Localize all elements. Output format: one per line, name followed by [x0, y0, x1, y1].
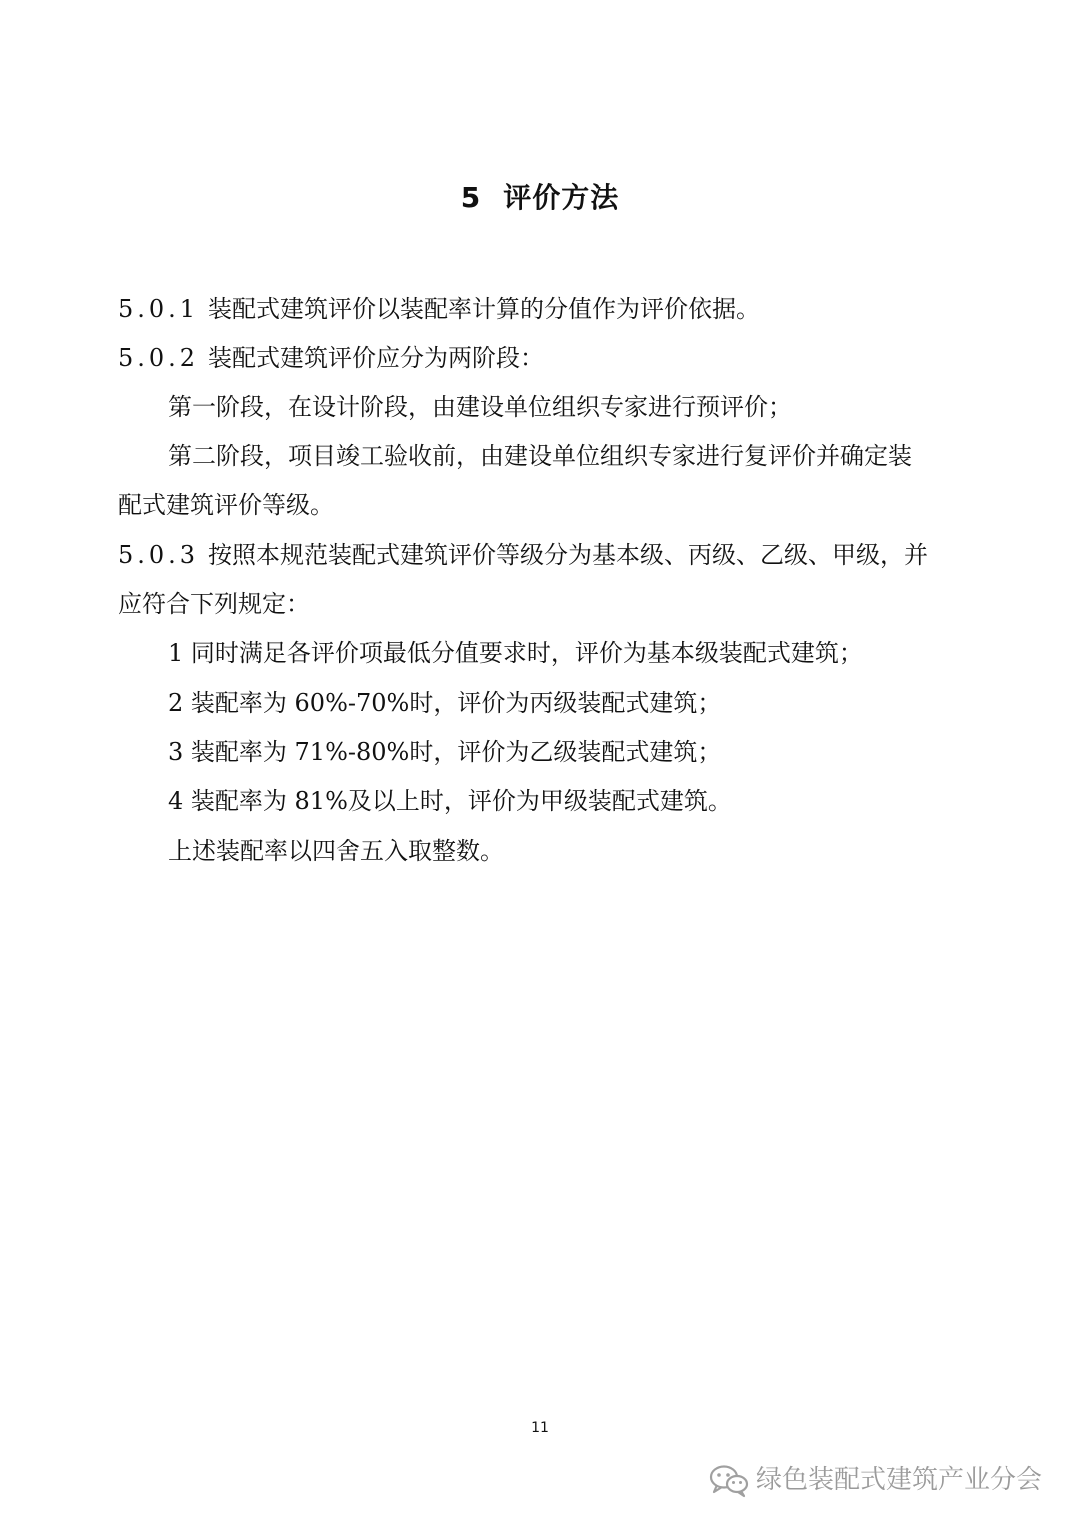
paragraph-line: 应符合下列规定： — [118, 590, 310, 618]
list-item: 2 装配率为 60%-70%时，评价为丙级装配式建筑； — [168, 689, 722, 717]
paragraph-line: 配式建筑评价等级。 — [118, 491, 334, 519]
clause-number: 5.0.3 — [118, 541, 200, 569]
list-item: 1 同时满足各评价项最低分值要求时，评价为基本级装配式建筑； — [168, 639, 863, 667]
section-number: 5 — [460, 181, 482, 214]
watermark — [708, 1462, 1042, 1498]
watermark-text: 绿色装配式建筑产业分会 — [755, 1465, 1042, 1495]
paragraph-line: 第二阶段，项目竣工验收前，由建设单位组织专家进行复评价并确定装 — [168, 442, 912, 470]
page-number: 11 — [531, 1420, 549, 1436]
list-item: 3 装配率为 71%-80%时，评价为乙级装配式建筑； — [168, 738, 722, 766]
list-item: 4 装配率为 81%及以上时，评价为甲级装配式建筑。 — [168, 787, 732, 815]
clause-number: 5.0.2 — [118, 344, 200, 372]
clause-5-0-1 — [118, 294, 760, 324]
clause-number: 5.0.1 — [118, 295, 200, 323]
clause-text: 装配式建筑评价以装配率计算的分值作为评价依据。 — [208, 295, 760, 323]
section-heading — [0, 176, 1080, 220]
clause-5-0-2 — [118, 343, 544, 373]
wechat-icon — [708, 1462, 750, 1498]
paragraph-line: 第一阶段，在设计阶段，由建设单位组织专家进行预评价； — [168, 393, 792, 421]
clause-text: 装配式建筑评价应分为两阶段： — [208, 344, 544, 372]
paragraph-line: 上述装配率以四舍五入取整数。 — [168, 837, 504, 865]
clause-5-0-3 — [118, 540, 928, 570]
clause-text: 按照本规范装配式建筑评价等级分为基本级、丙级、乙级、甲级，并 — [208, 541, 928, 569]
section-title: 评价方法 — [503, 181, 620, 214]
